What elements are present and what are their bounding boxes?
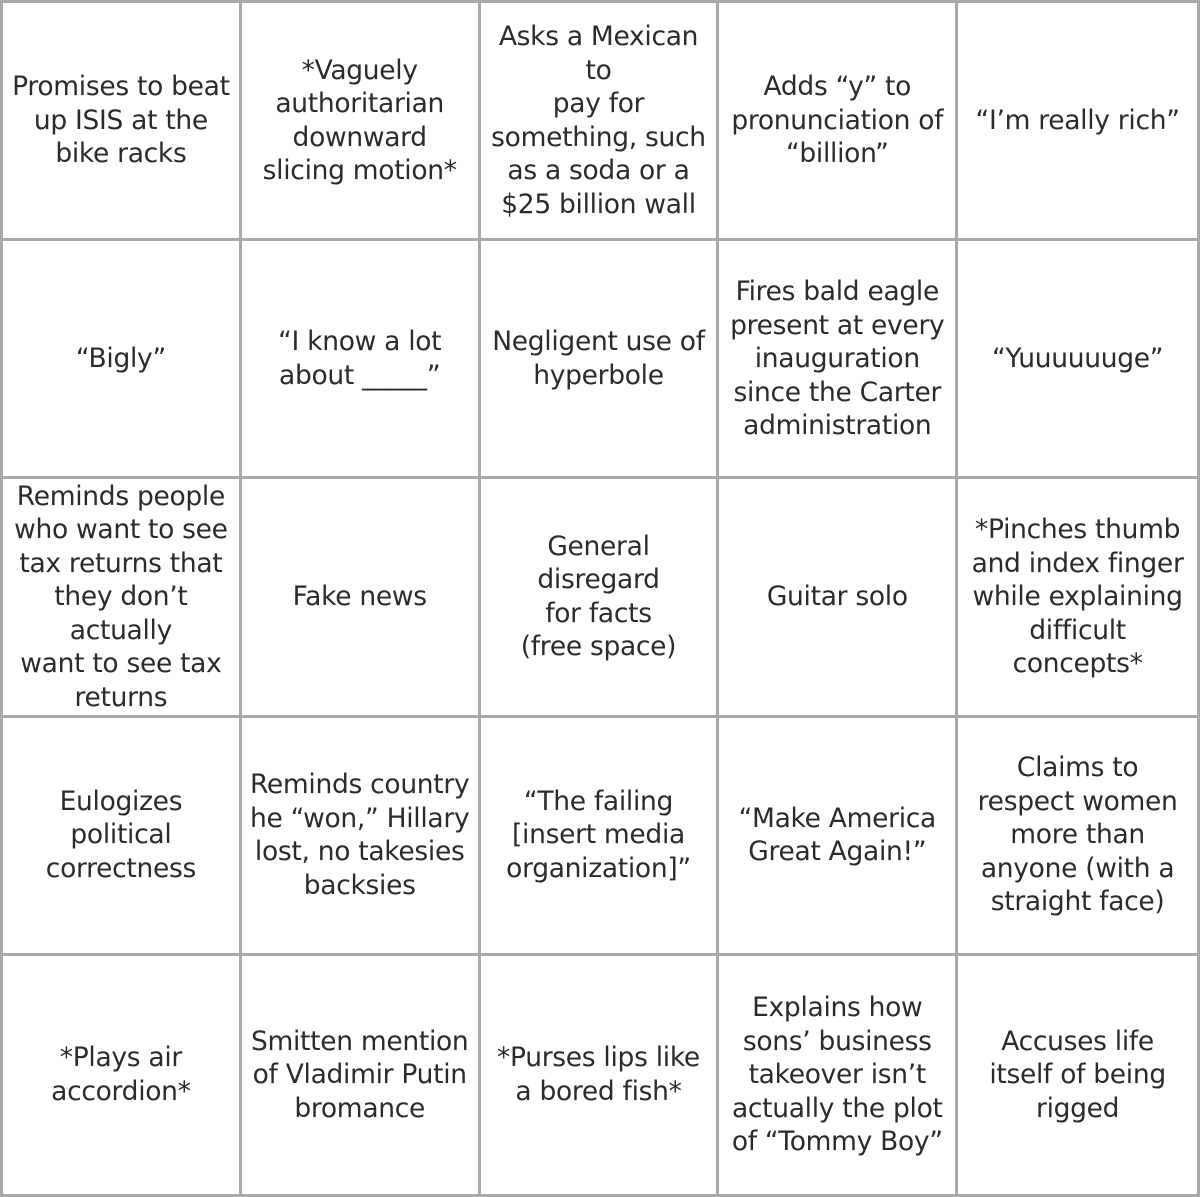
bingo-square[interactable] — [958, 718, 1197, 956]
bingo-square[interactable] — [3, 3, 242, 241]
bingo-square-text: “The failing [insert media organization]” — [506, 785, 691, 884]
bingo-square-text: Fake news — [292, 581, 427, 613]
bingo-square-text: “I’m really rich” — [975, 104, 1180, 136]
bingo-free-space[interactable] — [481, 479, 720, 717]
bingo-square-text: *Plays air accordion* — [51, 1042, 191, 1107]
bingo-square-text: Fires bald eagle present at every inauguration since the Carter administration — [730, 276, 945, 442]
bingo-square-text: Guitar solo — [766, 581, 908, 613]
bingo-square-text: Reminds country he “won,” Hillary lost, no takesies backsies — [249, 769, 470, 901]
bingo-square-text: “Yuuuuuuge” — [991, 343, 1164, 375]
bingo-square-text: Eulogizes political correctness — [45, 785, 196, 884]
bingo-square-text: General disregard for facts (free space) — [520, 530, 677, 663]
bingo-square-text: Negligent use of hyperbole — [492, 326, 705, 391]
bingo-square[interactable] — [3, 956, 242, 1194]
bingo-square-text: Smitten mention of Vladimir Putin bromance — [250, 1025, 469, 1124]
bingo-square[interactable] — [958, 241, 1197, 479]
bingo-square[interactable] — [958, 3, 1197, 241]
bingo-square-text: *Purses lips like a bored fish* — [497, 1042, 700, 1107]
bingo-square[interactable] — [719, 479, 958, 717]
bingo-square[interactable] — [3, 241, 242, 479]
bingo-square-text: “Bigly” — [75, 343, 166, 375]
bingo-square[interactable] — [958, 956, 1197, 1194]
bingo-square-text: Adds “y” to pronunciation of “billion” — [731, 71, 944, 170]
bingo-square[interactable] — [719, 956, 958, 1194]
bingo-square[interactable] — [3, 479, 242, 717]
bingo-square-text: Explains how sons’ business takeover isn’t actually the plot of “Tommy Boy” — [731, 992, 943, 1158]
bingo-square[interactable] — [481, 718, 720, 956]
bingo-square[interactable] — [481, 241, 720, 479]
bingo-square-text: Promises to beat up ISIS at the bike racks — [12, 71, 230, 170]
bingo-square-text: *Vaguely authoritarian downward slicing motion* — [262, 54, 457, 187]
bingo-square[interactable] — [719, 241, 958, 479]
bingo-square[interactable] — [719, 718, 958, 956]
bingo-square[interactable] — [3, 718, 242, 956]
bingo-square[interactable] — [481, 956, 720, 1194]
bingo-square-text: Claims to respect women more than anyone (with a straight face) — [977, 752, 1178, 918]
bingo-square[interactable] — [242, 956, 481, 1194]
bingo-square[interactable] — [242, 241, 481, 479]
bingo-square[interactable] — [242, 479, 481, 717]
bingo-square[interactable] — [242, 718, 481, 956]
bingo-square-text: Reminds people who want to see tax returns that they don’t actually want to see tax returns — [14, 480, 228, 713]
bingo-square[interactable] — [481, 3, 720, 241]
bingo-square-text: “Make America Great Again!” — [738, 802, 936, 868]
bingo-square-text: Asks a Mexican to pay for something, such as a soda or a $25 billion wall — [491, 21, 706, 220]
bingo-square-text: Accuses life itself of being rigged — [989, 1025, 1166, 1124]
bingo-square[interactable] — [958, 479, 1197, 717]
bingo-square-text: “I know a lot about _____” — [278, 326, 442, 391]
bingo-square[interactable] — [719, 3, 958, 241]
bingo-square-text: *Pinches thumb and index finger while explaining difficult concepts* — [971, 514, 1184, 680]
bingo-square[interactable] — [242, 3, 481, 241]
